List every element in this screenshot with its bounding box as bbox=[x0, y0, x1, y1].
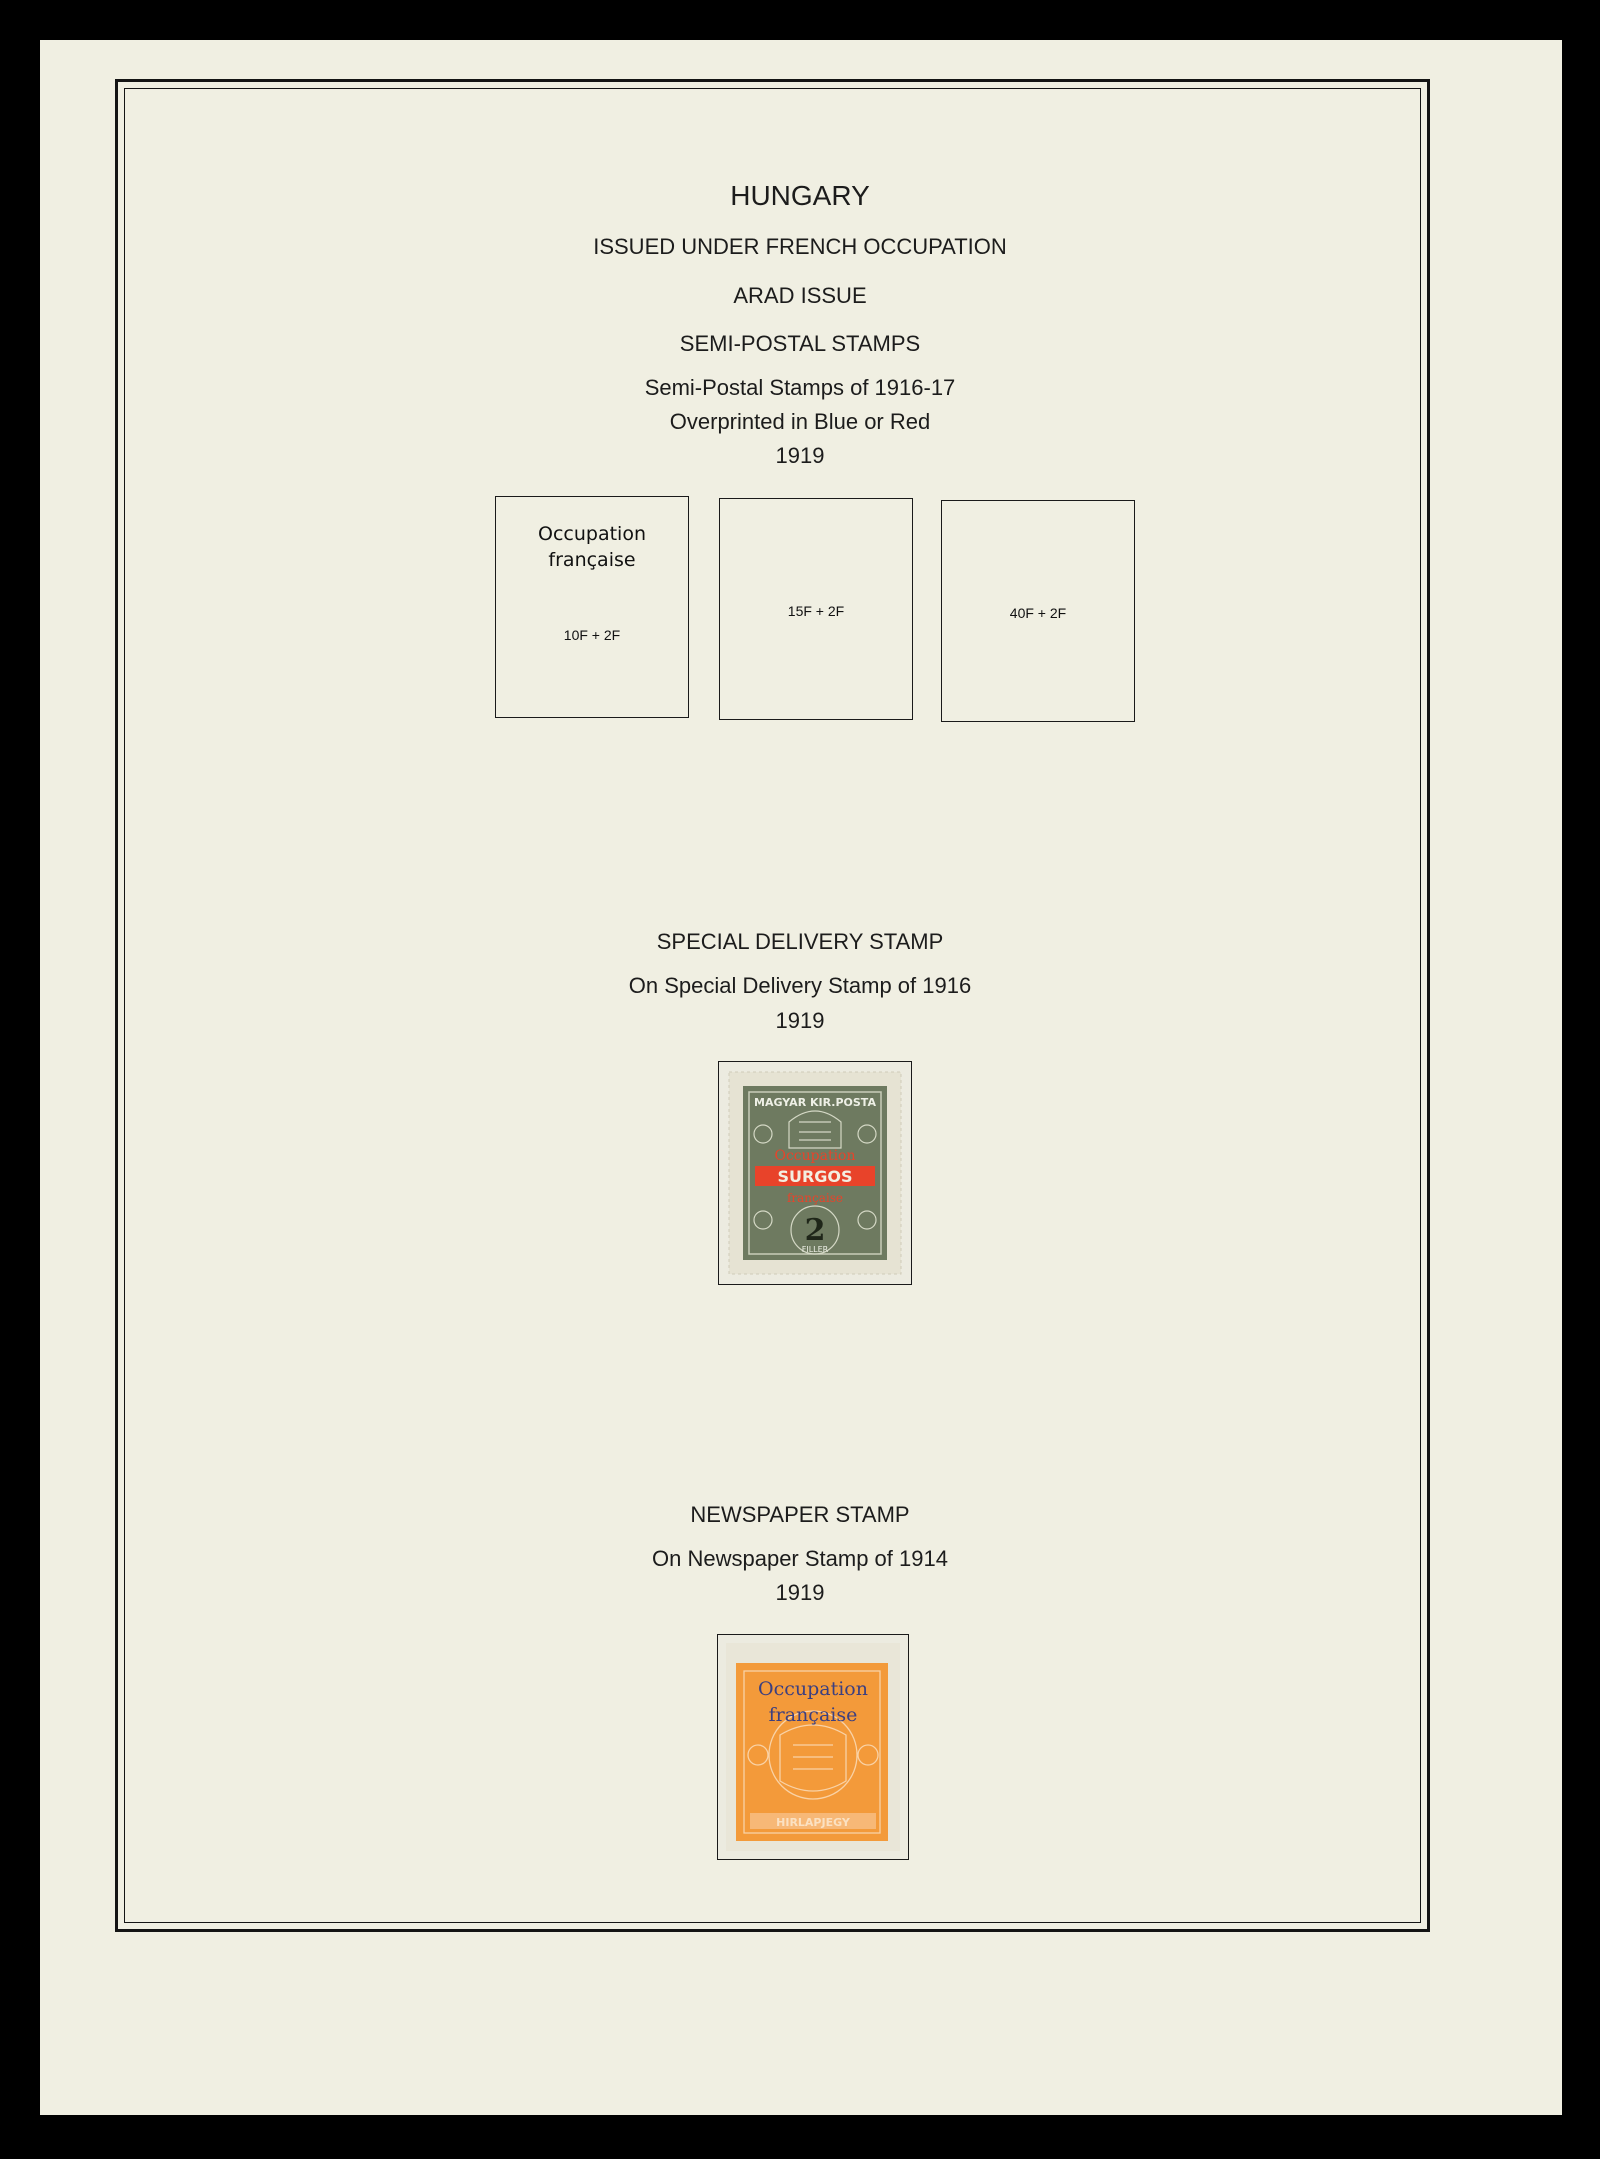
stamp-space-2 bbox=[719, 498, 913, 720]
newspaper-bottom-text: HIRLAPJEGY bbox=[776, 1816, 850, 1829]
newspaper-stamp bbox=[718, 1635, 908, 1859]
special-delivery-stamp bbox=[719, 1062, 911, 1284]
semi-postal-line2: Overprinted in Blue or Red bbox=[669, 409, 931, 434]
issue-title: ARAD ISSUE bbox=[733, 283, 867, 308]
overprint-sample bbox=[496, 521, 688, 573]
newspaper-heading: NEWSPAPER STAMP bbox=[690, 1502, 910, 1527]
special-delivery-line1: On Special Delivery Stamp of 1916 bbox=[628, 973, 972, 998]
semi-postal-heading: SEMI-POSTAL STAMPS bbox=[679, 331, 921, 356]
stamp-bottom-text: FILLER bbox=[801, 1245, 829, 1254]
special-delivery-mount bbox=[718, 1061, 912, 1285]
newspaper-mount bbox=[717, 1634, 909, 1860]
subtitle: ISSUED UNDER FRENCH OCCUPATION bbox=[593, 234, 1007, 259]
overprint-surgos: SURGOS bbox=[777, 1167, 853, 1186]
special-delivery-year: 1919 bbox=[775, 1008, 825, 1033]
stamp-value: 2 bbox=[804, 1213, 826, 1248]
stamp-space-value: 15F + 2F bbox=[787, 603, 845, 619]
stamp-space-3 bbox=[941, 500, 1135, 722]
semi-postal-line1: Semi-Postal Stamps of 1916-17 bbox=[644, 375, 956, 400]
newspaper-overprint-2: française bbox=[768, 1704, 858, 1726]
stamp-space-value: 40F + 2F bbox=[1009, 605, 1067, 621]
special-delivery-heading: SPECIAL DELIVERY STAMP bbox=[656, 929, 944, 954]
overprint-bottom: française bbox=[786, 1191, 844, 1205]
semi-postal-year: 1919 bbox=[775, 443, 825, 468]
newspaper-overprint-1: Occupation bbox=[758, 1678, 868, 1700]
stamp-top-text: MAGYAR KIR.POSTA bbox=[754, 1096, 876, 1109]
country-title: HUNGARY bbox=[730, 180, 870, 211]
overprint-line-1: Occupation bbox=[538, 523, 646, 545]
stamp-space-value: 10F + 2F bbox=[563, 627, 621, 643]
overprint-line-2: française bbox=[548, 549, 636, 571]
overprint-top: Occupation bbox=[774, 1148, 856, 1164]
newspaper-year: 1919 bbox=[775, 1580, 825, 1605]
newspaper-line1: On Newspaper Stamp of 1914 bbox=[652, 1546, 948, 1571]
stamp-space-1 bbox=[495, 496, 689, 718]
